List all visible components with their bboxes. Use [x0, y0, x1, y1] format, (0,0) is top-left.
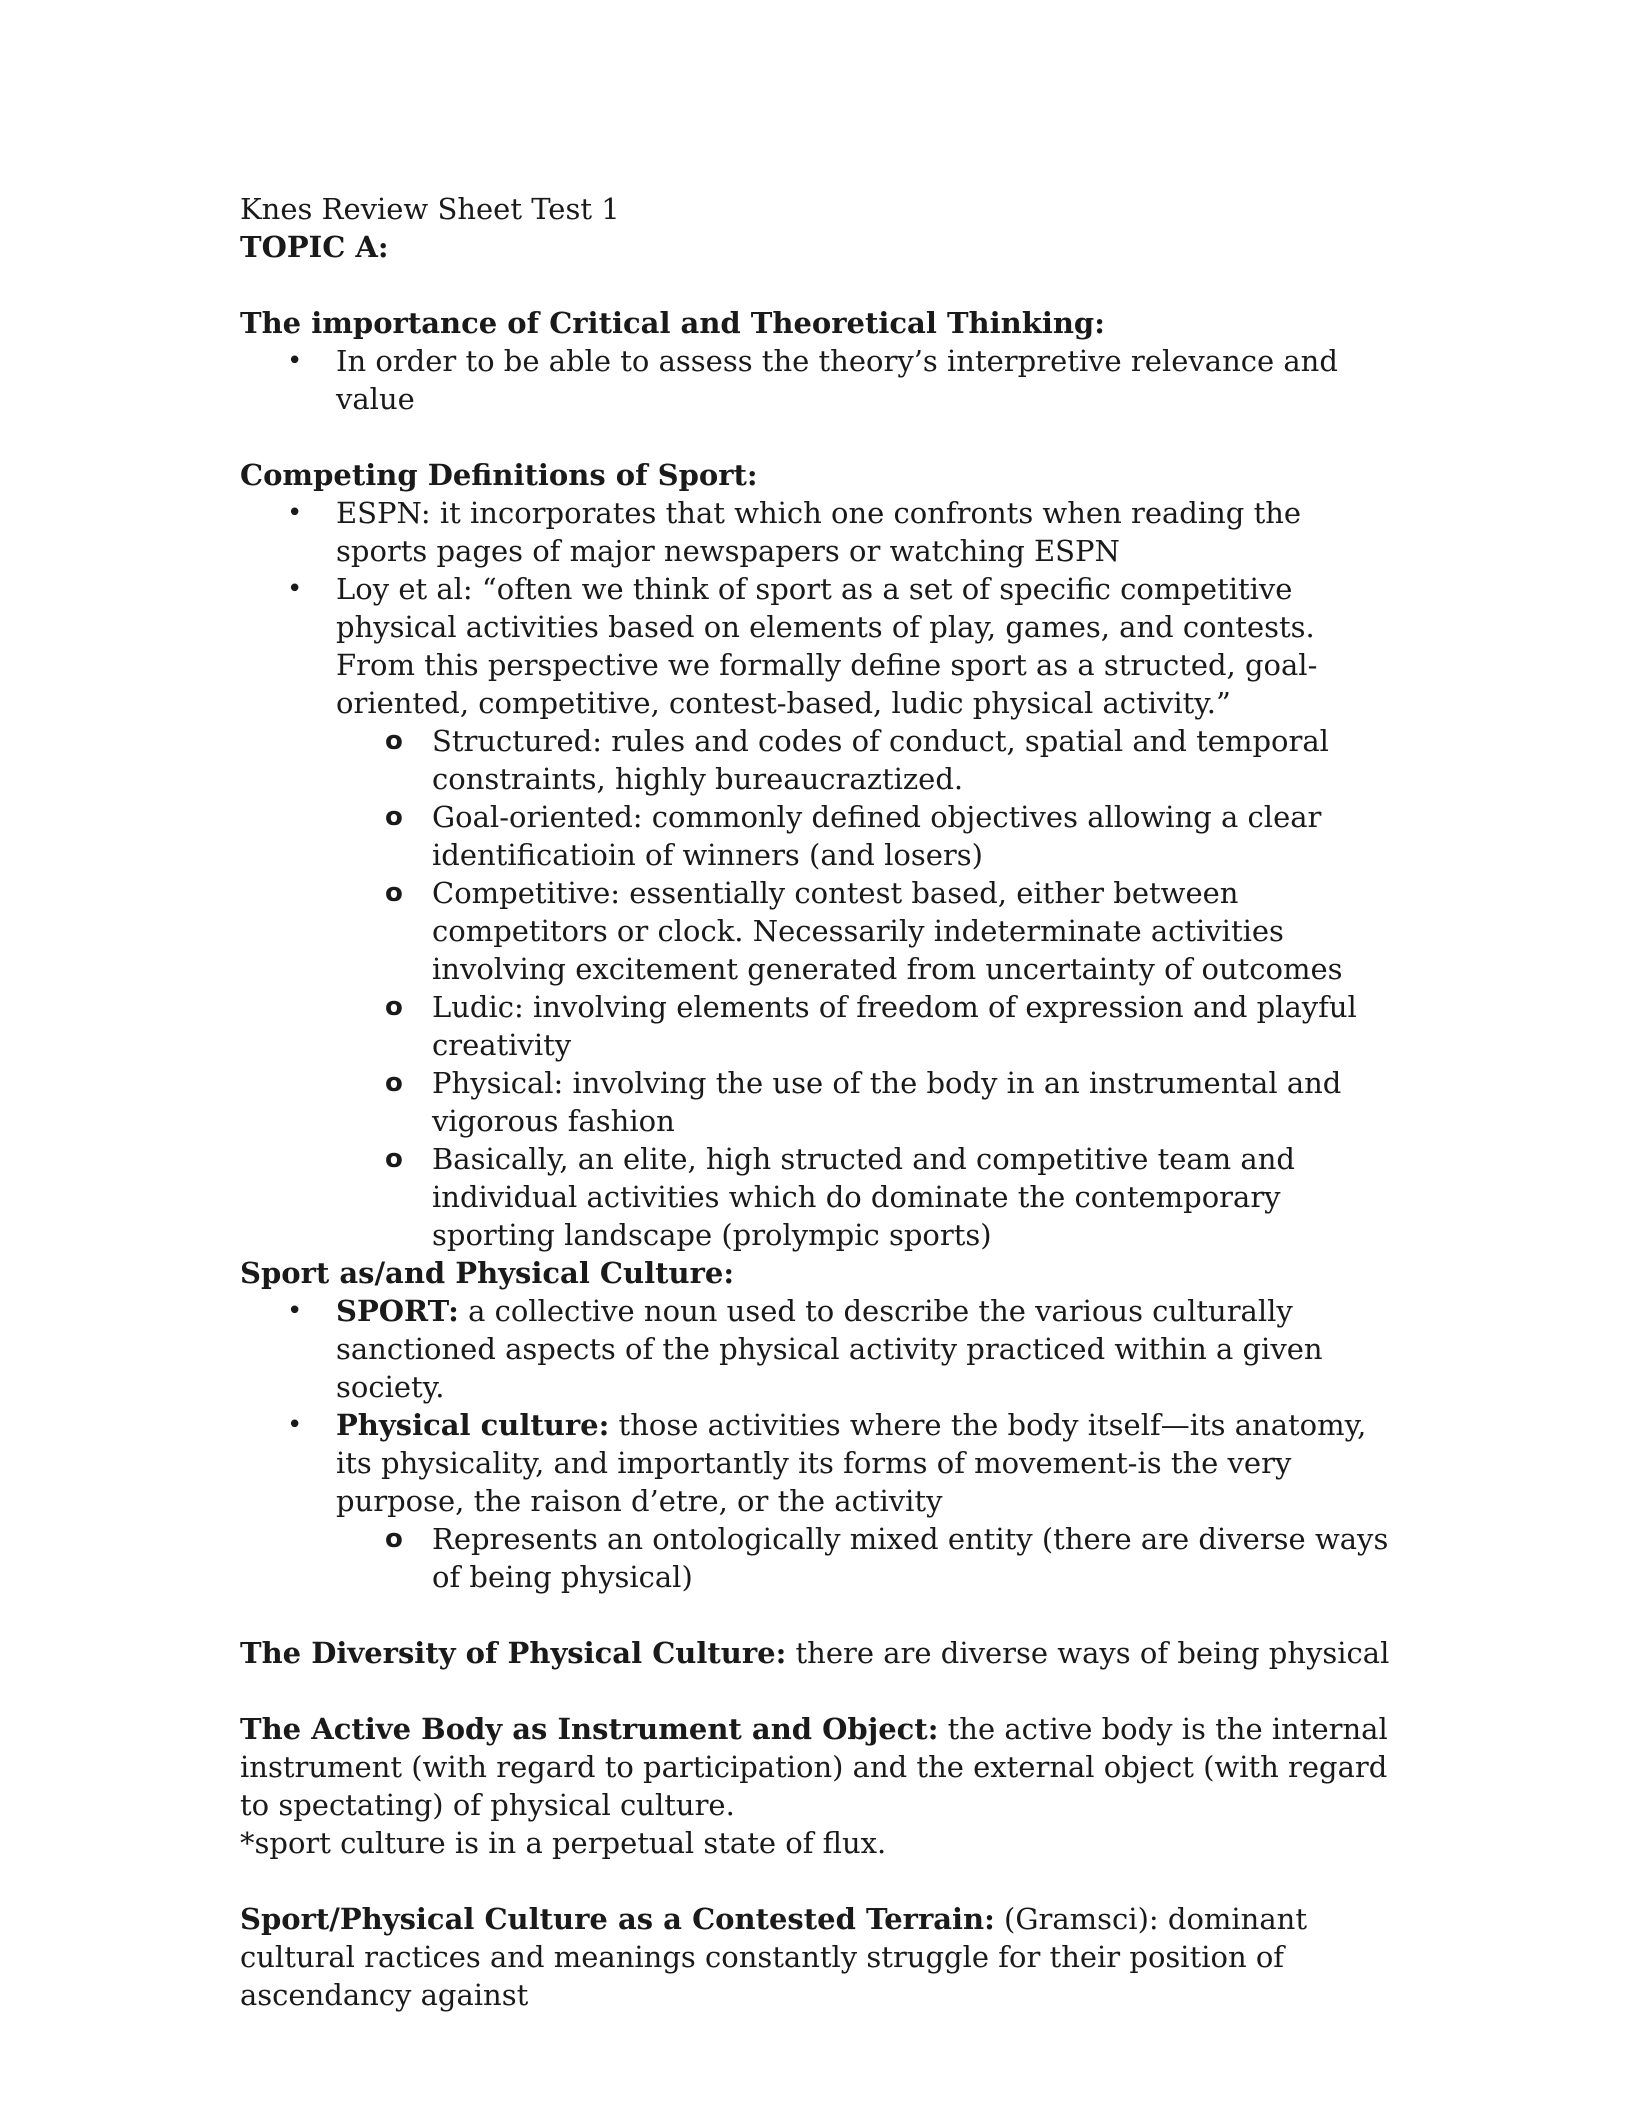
term-label: Physical culture: [336, 1408, 610, 1442]
active-body-paragraph [240, 1710, 1390, 1824]
spacer [240, 1596, 1390, 1634]
flux-note: *sport culture is in a perpetual state of flux. [240, 1826, 887, 1860]
contested-terrain-paragraph [240, 1900, 1390, 2014]
sub-list-item [240, 988, 1390, 1064]
bullet-icon: • [287, 574, 303, 604]
sub-bullet-icon: o [385, 992, 403, 1022]
term-label: Sport/Physical Culture as a Contested Terrain: [240, 1902, 995, 1936]
term-label: The Diversity of Physical Culture: [240, 1636, 787, 1670]
physical-culture-heading: Sport as/and Physical Culture: [240, 1256, 735, 1290]
sub-bullet-icon: o [385, 1068, 403, 1098]
list-item [240, 342, 1390, 418]
term-label: SPORT: [336, 1294, 459, 1328]
definitions-heading: Competing Definitions of Sport: [240, 458, 758, 492]
physical-culture-list [240, 1292, 1390, 1596]
sub-list-item-text: Structured: rules and codes of conduct, spatial and temporal constraints, highly bureaucraztized. [432, 724, 1329, 796]
sub-list-item-text: Competitive: essentially contest based, either between competitors or clock. Necessarily indeterminate activities involving excitement generated from uncertainty of outcomes [432, 876, 1343, 986]
list-item [240, 570, 1390, 722]
bullet-icon: • [287, 346, 303, 376]
sub-list-item [240, 798, 1390, 874]
definitions-list [240, 494, 1390, 1254]
sub-list-item [240, 1140, 1390, 1254]
term-label: The Active Body as Instrument and Object: [240, 1712, 939, 1746]
document-title: Knes Review Sheet Test 1 [240, 192, 620, 226]
diversity-paragraph [240, 1634, 1390, 1672]
sub-list-item-text: Physical: involving the use of the body in an instrumental and vigorous fashion [432, 1066, 1342, 1138]
list-item-text: Loy et al: “often we think of sport as a set of specific competitive physical activities based on elements of play, games, and contests. From this perspective we formally define sport as a structed, goal-oriented, competitive, contest-based, ludic physical activity.” [336, 572, 1318, 720]
spacer [240, 418, 1390, 456]
term-definition: (Gramsci): dominant cultural ractices and meanings constantly struggle for their position of ascendancy against [240, 1902, 1307, 2012]
critical-thinking-heading: The importance of Critical and Theoretical Thinking: [240, 306, 1105, 340]
topic-heading: TOPIC A: [240, 230, 389, 264]
term-definition: a collective noun used to describe the various culturally sanctioned aspects of the physical activity practiced within a given society. [336, 1294, 1323, 1404]
bullet-icon: • [287, 498, 303, 528]
sub-list-item-text: Ludic: involving elements of freedom of expression and playful creativity [432, 990, 1357, 1062]
sub-bullet-icon: o [385, 878, 403, 908]
term-definition: there are diverse ways of being physical [786, 1636, 1390, 1670]
sub-bullet-icon: o [385, 1144, 403, 1174]
spacer [240, 1672, 1390, 1710]
sub-bullet-icon: o [385, 802, 403, 832]
list-item [240, 1406, 1390, 1520]
list-item-text: ESPN: it incorporates that which one confronts when reading the sports pages of major newspapers or watching ESPN [336, 496, 1302, 568]
list-item-text: In order to be able to assess the theory’s interpretive relevance and value [336, 344, 1338, 416]
sub-list-item [240, 874, 1390, 988]
list-item [240, 1292, 1390, 1406]
spacer [240, 1862, 1390, 1900]
document-page [240, 190, 1390, 2014]
sub-list-item-text: Basically, an elite, high structed and competitive team and individual activities which do dominate the contemporary sporting landscape (prolympic sports) [432, 1142, 1295, 1252]
list-item [240, 494, 1390, 570]
sub-list-item [240, 1064, 1390, 1140]
bullet-icon: • [287, 1410, 303, 1440]
sub-list-item-text: Represents an ontologically mixed entity (there are diverse ways of being physical) [432, 1522, 1389, 1594]
sub-list-item [240, 722, 1390, 798]
term-definition: those activities where the body itself—its anatomy, its physicality, and importantly its forms of movement-is the very purpose, the raison d’etre, or the activity [336, 1408, 1367, 1518]
bullet-icon: • [287, 1296, 303, 1326]
spacer [240, 266, 1390, 304]
sub-list-item [240, 1520, 1390, 1596]
sub-bullet-icon: o [385, 726, 403, 756]
term-definition: the active body is the internal instrument (with regard to participation) and the external object (with regard to spectating) of physical culture. [240, 1712, 1388, 1822]
sub-bullet-icon: o [385, 1524, 403, 1554]
sub-list-item-text: Goal-oriented: commonly defined objectives allowing a clear identificatioin of winners (and losers) [432, 800, 1322, 872]
critical-thinking-list [240, 342, 1390, 418]
